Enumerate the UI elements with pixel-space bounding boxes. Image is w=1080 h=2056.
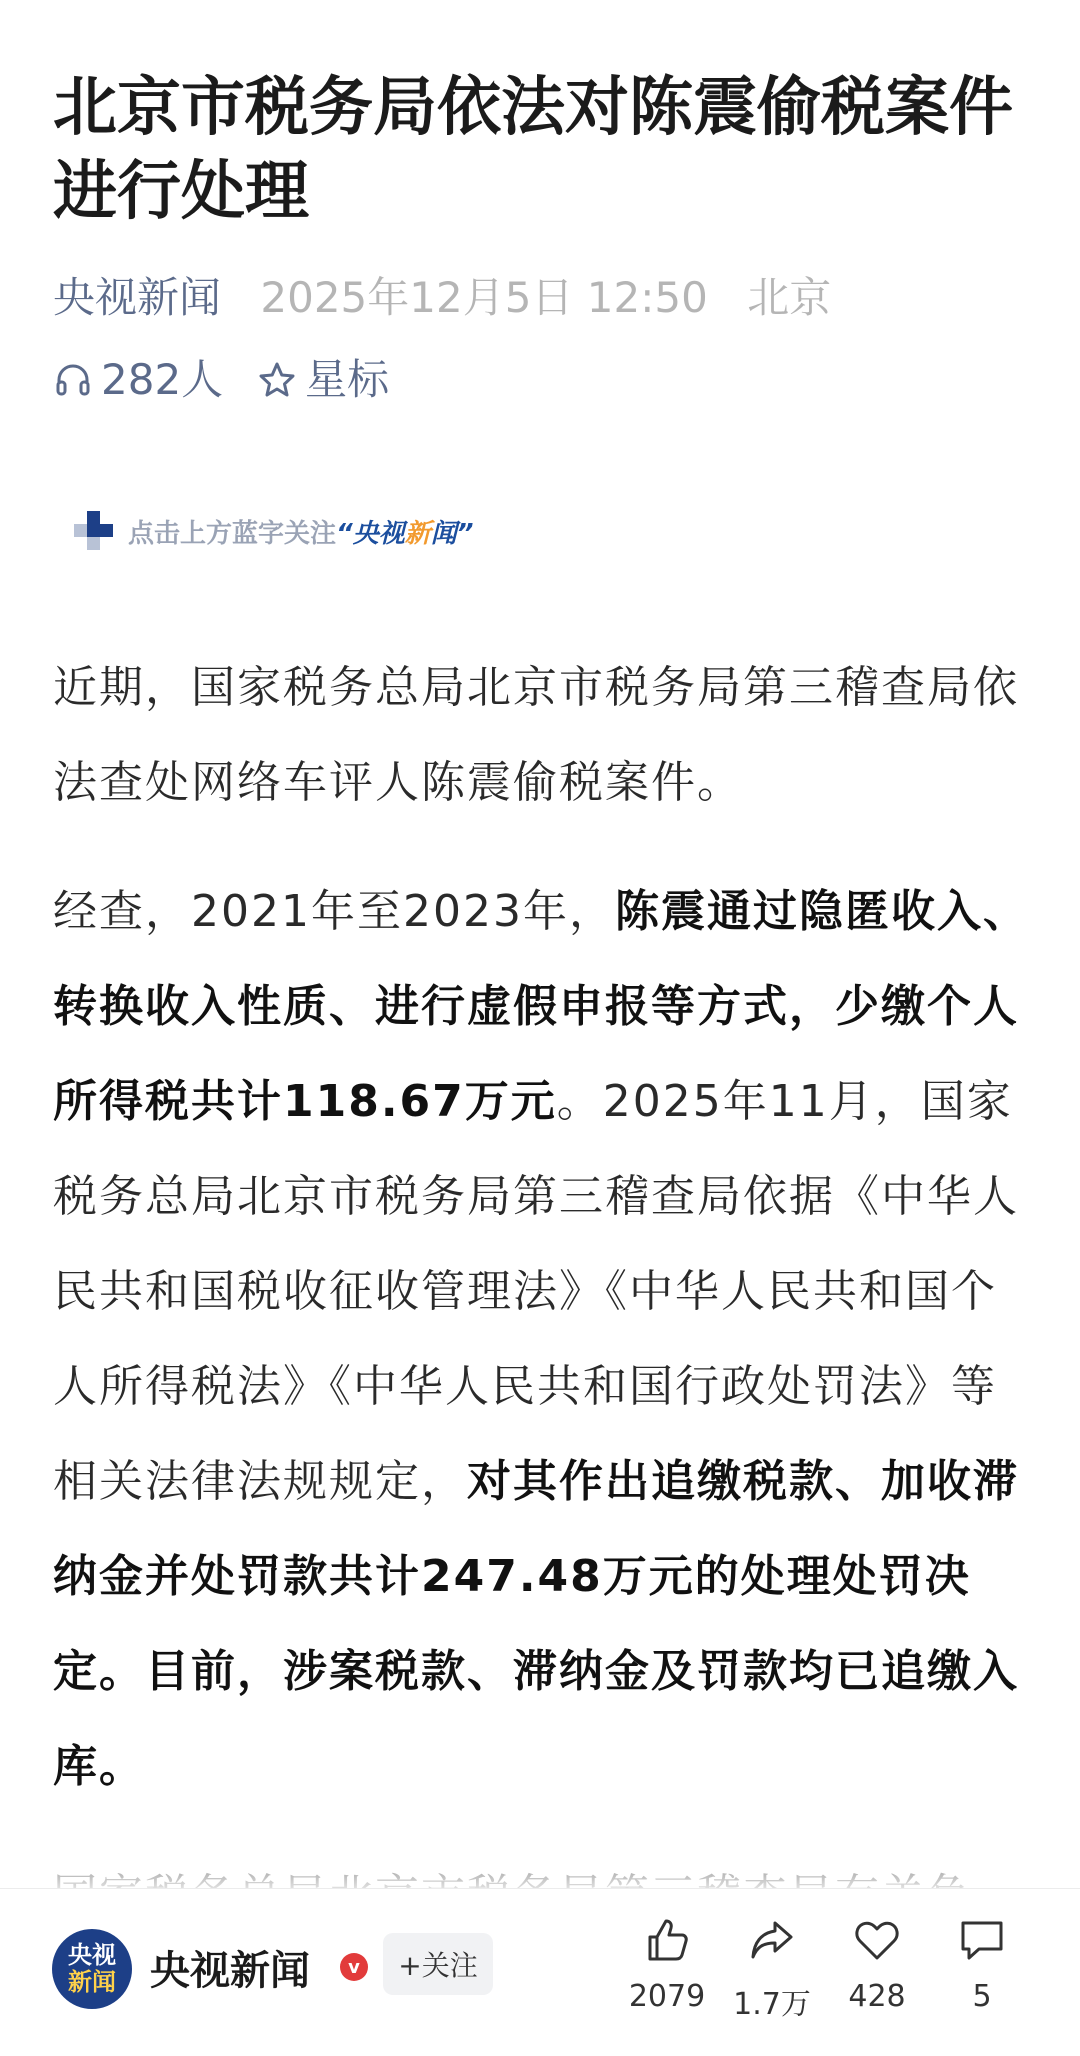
banner-brand-open: “央视 [336, 518, 405, 549]
like-button[interactable] [612, 1915, 722, 2014]
article-paragraph [53, 640, 1033, 830]
channel-avatar[interactable] [52, 1929, 132, 2009]
share-button[interactable] [717, 1915, 827, 2023]
headphones-icon [53, 360, 93, 400]
paragraph-emphasis: 对其作出追缴税款、加收滞纳金并处罚款共计247.48万元的处理处罚决定。目前，涉案税款、滞纳金及罚款均已追缴入库。 [53, 1456, 1019, 1792]
like-count: 2079 [628, 1979, 706, 2014]
paragraph-emphasis: 陈震通过隐匿收入、转换收入性质、进行虚假申报等方式，少缴个人所得税共计118.67万元 [53, 886, 1029, 1127]
paragraph-text: 经查，2021年至2023年， [53, 886, 615, 937]
comment-icon [957, 1915, 1007, 1965]
verified-badge-icon: v [340, 1953, 368, 1981]
banner-brand [336, 519, 474, 549]
star-button[interactable] [257, 352, 389, 408]
bottom-action-bar [0, 1888, 1080, 2056]
article-title: 北京市税务局依法对陈震偷税案件进行处理 [53, 71, 1013, 229]
banner-prefix: 点击上方蓝字关注 [128, 518, 337, 549]
follow-button[interactable]: +关注 [383, 1933, 493, 1995]
article-stats [53, 352, 389, 408]
banner-brand-highlight: 新 [404, 518, 431, 549]
article-meta [53, 270, 831, 326]
source-link[interactable]: 央视新闻 [53, 273, 222, 322]
avatar-text-line2: 新闻 [68, 1968, 116, 1996]
avatar-text-line1: 央视 [68, 1941, 116, 1969]
channel-name[interactable]: 央视新闻 [150, 1948, 310, 1994]
publish-location: 北京 [747, 273, 832, 322]
cctv-news-logo-icon [74, 511, 114, 551]
banner-brand-close: 闻” [430, 518, 474, 549]
favorite-count: 428 [848, 1979, 906, 2014]
heart-icon [852, 1915, 902, 1965]
article-body [53, 640, 1033, 1977]
thumbs-up-icon [642, 1915, 692, 1965]
follow-banner[interactable] [74, 506, 474, 556]
publish-time: 2025年12月5日 12:50 [260, 273, 708, 322]
article-paragraph [53, 864, 1033, 1814]
share-count: 1.7万 [733, 1987, 811, 2022]
listener-count: 282人 [101, 355, 224, 404]
star-label: 星标 [305, 355, 390, 404]
comment-button[interactable] [927, 1915, 1037, 2014]
star-icon [257, 360, 297, 400]
banner-text [128, 513, 474, 550]
comment-count: 5 [972, 1979, 992, 2014]
listen-button[interactable] [53, 352, 223, 408]
paragraph-text: 近期，国家税务总局北京市税务局第三稽查局依法查处网络车评人陈震偷税案件。 [53, 662, 1019, 808]
favorite-button[interactable] [822, 1915, 932, 2014]
paragraph-text: 。2025年11月，国家税务总局北京市税务局第三稽查局依据《中华人民共和国税收征收管理法》《中华人民共和国个人所得税法》《中华人民共和国行政处罚法》等相关法律法规规定， [53, 1076, 1019, 1507]
share-icon [747, 1915, 797, 1965]
